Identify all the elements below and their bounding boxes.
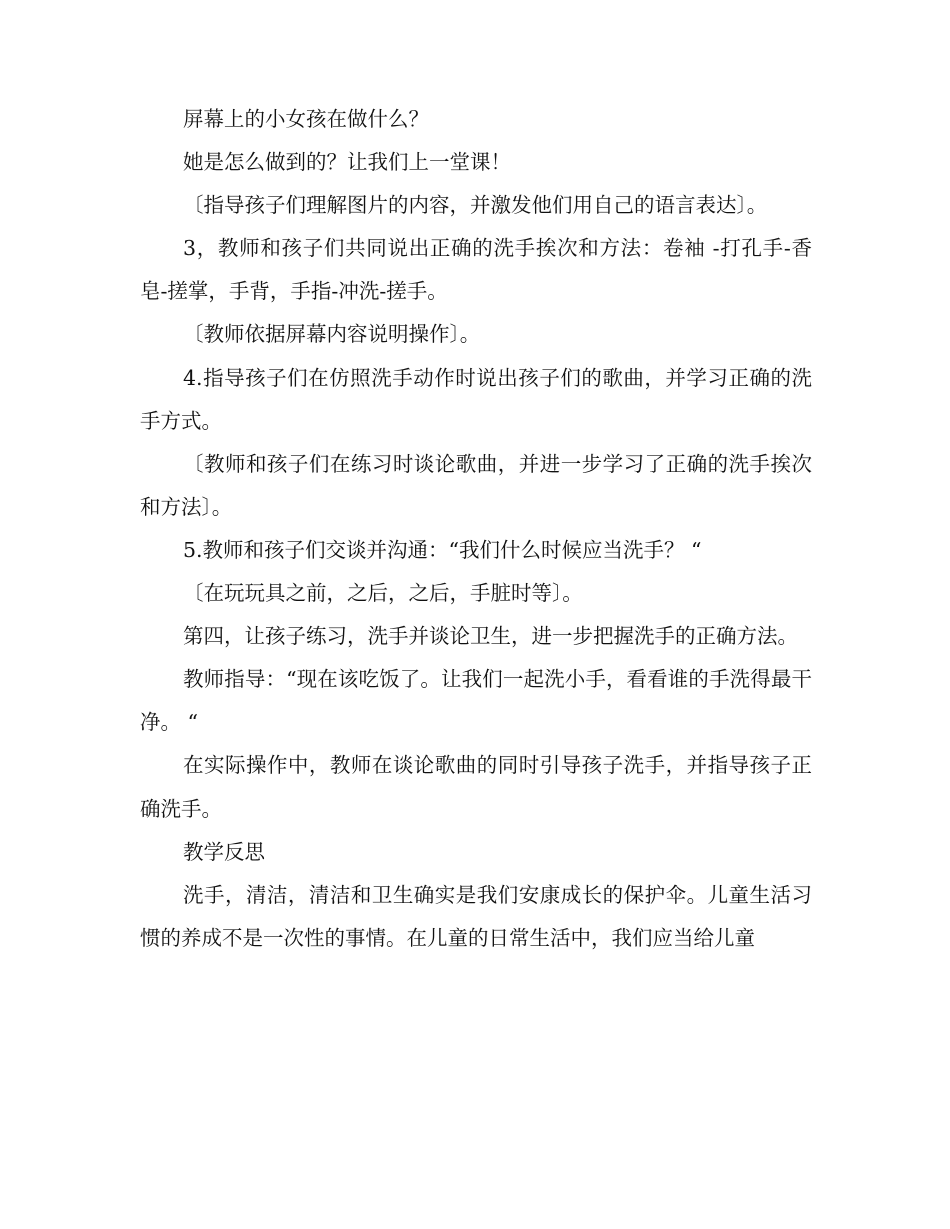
paragraph-when-wash: 〔在玩玩具之前，之后，之后，手脏时等〕。 <box>183 581 583 606</box>
paragraph-how-did-she: 她是怎么做到的？让我们上一堂课！ <box>183 150 511 175</box>
paragraph-actual-operation: 在实际操作中，教师在谈论歌曲的同时引导孩子洗手，并指导孩子正确洗手。 <box>140 753 812 821</box>
paragraph-step-5: 5.教师和孩子们交谈并沟通：“我们什么时候应当洗手？ “ <box>183 537 702 562</box>
paragraph-guide-understand: 〔指导孩子们理解图片的内容，并激发他们用自己的语言表达〕。 <box>183 193 768 218</box>
document-body <box>140 98 812 960</box>
paragraph-teacher-guidance: 教师指导：“现在该吃饭了。让我们一起洗小手，看看谁的手洗得最干净。 “ <box>140 667 812 735</box>
paragraph-step-3: 3，教师和孩子们共同说出正确的洗手挨次和方法：卷袖 -打孔手-香皂-搓掌，手背，手指-冲洗-搓手。 <box>140 236 812 304</box>
paragraph-teacher-explain: 〔教师依据屏幕内容说明操作〕。 <box>183 322 481 347</box>
paragraph-question-girl: 屏幕上的小女孩在做什么？ <box>183 107 429 131</box>
paragraph-step-4: 4.指导孩子们在仿照洗手动作时说出孩子们的歌曲，并学习正确的洗手方式。 <box>140 365 812 433</box>
paragraph-reflection: 洗手，清洁，清洁和卫生确实是我们安康成长的保护伞。儿童生活习惯的养成不是一次性的事情。在儿童的日常生活中，我们应当给儿童 <box>140 882 812 950</box>
paragraph-practice-song: 〔教师和孩子们在练习时谈论歌曲，并进一步学习了正确的洗手挨次和方法〕。 <box>140 451 812 519</box>
paragraph-fourth: 第四，让孩子练习，洗手并谈论卫生，进一步把握洗手的正确方法。 <box>183 624 798 649</box>
section-heading-reflection: 教学反思 <box>183 839 265 864</box>
